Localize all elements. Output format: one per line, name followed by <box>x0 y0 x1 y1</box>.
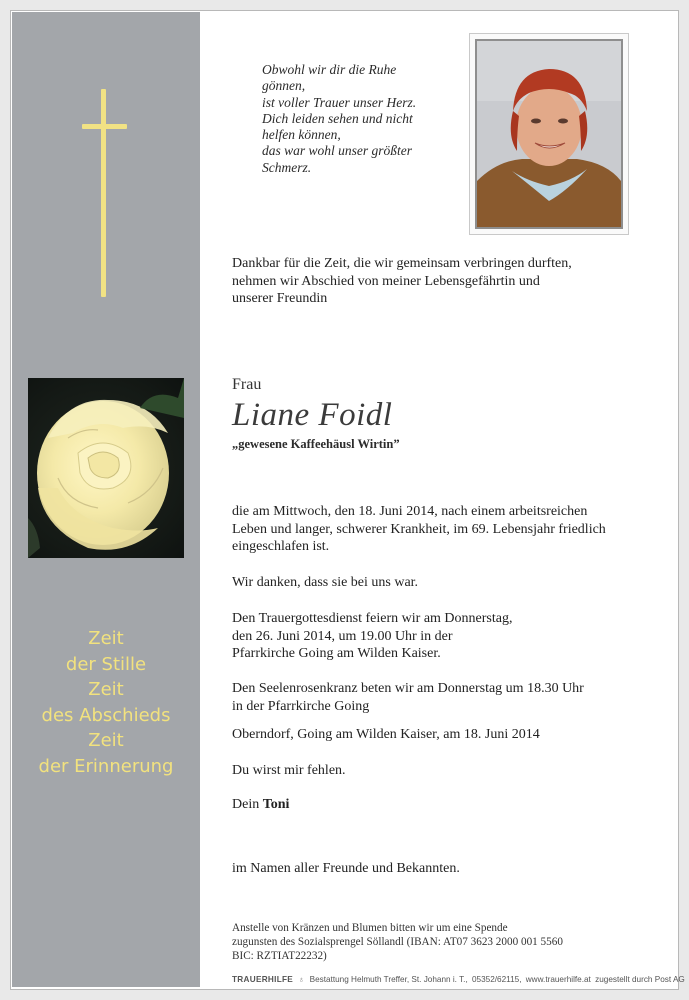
donation-line: zugunsten des Sozialsprengel Söllandl (IBAN: AT07 3623 2000 001 5560 <box>232 936 563 948</box>
thanks-line: Wir danken, dass sie bei uns war. <box>232 575 419 590</box>
rosary-info <box>232 680 662 715</box>
poem-line: ist voller Trauer unser Herz. <box>262 94 417 110</box>
poem-line: gönnen, <box>262 78 306 94</box>
sidebar-verse-line: der Erinnerung <box>38 755 174 777</box>
cross-icon-bar <box>82 124 127 129</box>
signature-name: Toni <box>262 797 290 812</box>
donation-notice <box>232 921 563 963</box>
poem <box>262 62 462 176</box>
sidebar-verse-line: des Abschieds <box>41 704 171 726</box>
footer-note: zugestellt durch Post AG <box>595 975 685 984</box>
intro-line: Dankbar für die Zeit, die wir gemeinsam verbringen durften, <box>232 256 572 271</box>
deceased-name: Liane Foidl <box>232 397 393 433</box>
death-notice-line: die am Mittwoch, den 18. Juni 2014, nach einem arbeitsreichen <box>232 504 588 519</box>
service-info <box>232 610 662 663</box>
place-date-line: Oberndorf, Going am Wilden Kaiser, am 18. Juni 2014 <box>232 727 540 742</box>
service-line: den 26. Juni 2014, um 19.00 Uhr in der <box>232 628 453 644</box>
miss-you-line: Du wirst mir fehlen. <box>232 763 346 778</box>
poem-line: Dich leiden sehen und nicht <box>262 110 413 126</box>
rosary-line: Den Seelenrosenkranz beten wir am Donnerstag um 18.30 Uhr <box>232 681 584 696</box>
signature <box>232 796 662 814</box>
death-notice-line: Leben und langer, schwerer Krankheit, im 69. Lebensjahr friedlich <box>232 521 606 537</box>
poem-line: helfen können, <box>262 127 341 143</box>
place-date <box>232 726 662 744</box>
sidebar-verse <box>12 626 200 780</box>
on-behalf-line: im Namen aller Freunde und Bekannten. <box>232 861 460 876</box>
sidebar-verse-line: Zeit <box>88 628 124 649</box>
rose-photo <box>28 378 184 558</box>
poem-line: Obwohl wir dir die Ruhe <box>262 62 397 77</box>
footer-brand: TRAUERHILFE <box>232 975 294 984</box>
thanks-text <box>232 574 662 592</box>
poem-line: Schmerz. <box>262 159 312 175</box>
portrait-photo <box>475 39 623 229</box>
footer-website[interactable]: www.trauerhilfe.at <box>525 975 591 984</box>
salutation: Frau <box>232 376 262 393</box>
donation-line: Anstelle von Kränzen und Blumen bitten wir um eine Spende <box>232 922 508 934</box>
footer-phone: 05352/62115, <box>472 975 522 984</box>
intro-line: unserer Freundin <box>232 291 328 306</box>
death-notice <box>232 503 662 556</box>
service-line: Den Trauergottesdienst feiern wir am Donnerstag, <box>232 611 513 626</box>
sidebar-verse-line: Zeit <box>88 730 124 752</box>
sidebar-verse-line: Zeit <box>88 679 124 701</box>
intro-text <box>232 255 652 308</box>
rosary-line: in der Pfarrkirche Going <box>232 698 370 714</box>
intro-line: nehmen wir Abschied von meiner Lebensgefährtin und <box>232 273 540 289</box>
service-line: Pfarrkirche Going am Wilden Kaiser. <box>232 646 441 661</box>
footer-company: Bestattung Helmuth Treffer, St. Johann i. T., <box>309 975 468 984</box>
signature-prefix: Dein <box>232 797 263 812</box>
miss-you-text <box>232 762 662 780</box>
candle-icon: ♁ <box>298 975 305 984</box>
footer <box>232 975 685 984</box>
sidebar-verse-line: der Stille <box>65 653 147 675</box>
on-behalf-text <box>232 860 662 878</box>
cross-icon <box>101 89 106 297</box>
death-notice-line: eingeschlafen ist. <box>232 539 330 554</box>
deceased-subtitle: „gewesene Kaffeehäusl Wirtin” <box>232 437 400 451</box>
donation-line: BIC: RZTIAT22232) <box>232 950 327 962</box>
poem-line: das war wohl unser größter <box>262 143 413 159</box>
